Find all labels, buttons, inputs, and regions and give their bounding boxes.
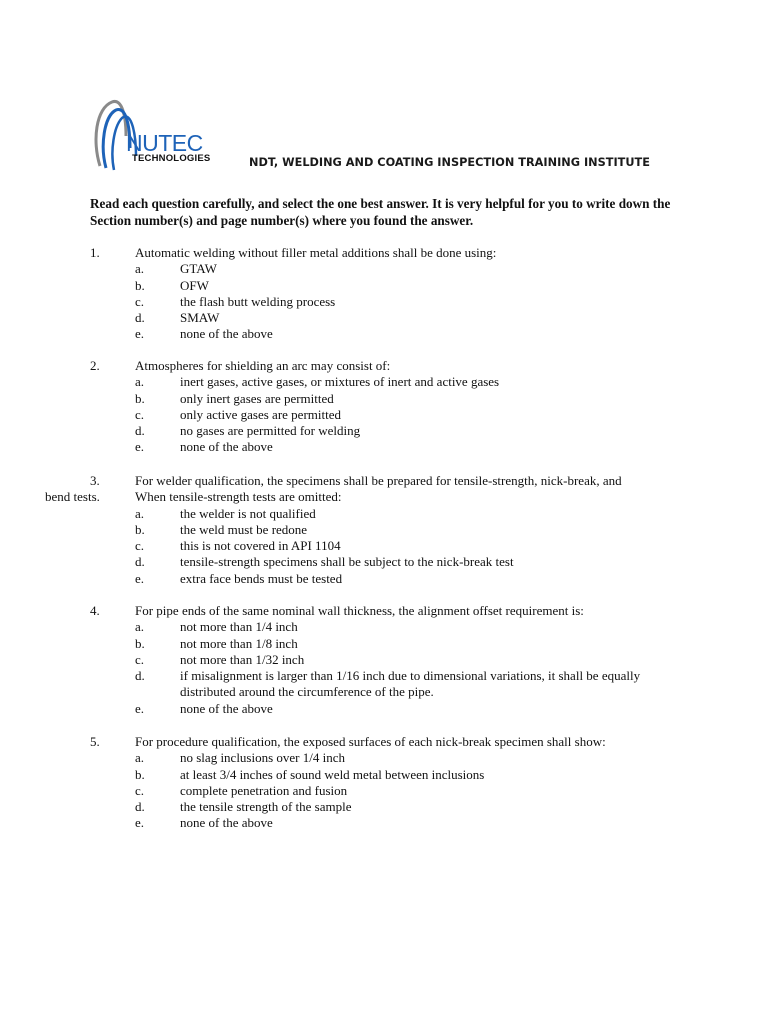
option-text: no slag inclusions over 1/4 inch	[180, 750, 346, 766]
option-letter: c.	[135, 651, 145, 667]
logo-subtitle: TECHNOLOGIES	[132, 153, 211, 164]
option-a	[90, 374, 690, 390]
question-number: 3.	[90, 473, 100, 488]
option-text: GTAW	[180, 261, 217, 277]
institute-title: NDT, WELDING AND COATING INSPECTION TRAINING INSTITUTE	[249, 156, 650, 169]
option-text: at least 3/4 inches of sound weld metal between inclusions	[180, 766, 485, 782]
option-text: not more than 1/8 inch	[180, 635, 298, 651]
option-e	[90, 439, 690, 455]
option-letter: a.	[135, 505, 145, 521]
nutec-logo	[92, 96, 252, 174]
option-b	[90, 391, 690, 407]
option-letter: a.	[135, 374, 145, 390]
option-text: SMAW	[180, 310, 220, 326]
option-letter: e.	[135, 700, 145, 716]
option-d	[90, 554, 690, 570]
option-a	[90, 750, 690, 766]
question-3	[45, 473, 690, 587]
option-text: the welder is not qualified	[180, 505, 316, 521]
instructions: Read each question carefully, and select the one best answer. It is very helpful for you to write down the Section number(s) and page number(s) where you found the answer.	[90, 196, 671, 228]
option-c	[90, 783, 690, 799]
option-c	[90, 294, 690, 310]
option-c	[90, 652, 690, 668]
question-number: 4.	[90, 603, 100, 618]
option-a	[90, 506, 690, 522]
option-text: the flash butt welding process	[180, 293, 336, 309]
question-text: Automatic welding without filler metal additions shall be done using:	[135, 245, 497, 260]
option-text: extra face bends must be tested	[180, 570, 343, 586]
option-letter: e.	[135, 439, 145, 455]
option-letter: c.	[135, 538, 145, 554]
question-2	[90, 358, 690, 456]
option-letter: a.	[135, 619, 145, 635]
option-text: none of the above	[180, 815, 273, 831]
option-letter: d.	[135, 423, 145, 439]
option-e	[90, 815, 690, 831]
option-letter: b.	[135, 390, 145, 406]
option-text: none of the above	[180, 439, 273, 455]
option-letter: b.	[135, 766, 145, 782]
question-text-continued: bend tests.	[45, 489, 100, 505]
option-text: OFW	[180, 277, 209, 293]
question-number: 5.	[90, 734, 100, 749]
option-letter: d.	[135, 554, 145, 570]
option-d	[90, 668, 690, 701]
option-b	[90, 522, 690, 538]
option-letter: b.	[135, 521, 145, 537]
option-e	[90, 326, 690, 342]
option-a	[90, 619, 690, 635]
option-d	[90, 310, 690, 326]
option-e	[90, 701, 690, 717]
question-text-continued-2: When tensile-strength tests are omitted:	[135, 489, 342, 505]
option-text: none of the above	[180, 326, 273, 342]
question-text: For welder qualification, the specimens shall be prepared for tensile-strength, nick-break, and	[135, 473, 622, 488]
question-text: For pipe ends of the same nominal wall thickness, the alignment offset requirement is:	[135, 603, 584, 618]
option-b	[90, 767, 690, 783]
option-text: tensile-strength specimens shall be subject to the nick-break test	[180, 554, 514, 570]
question-number: 2.	[90, 358, 100, 373]
option-letter: e.	[135, 326, 145, 342]
option-d	[90, 799, 690, 815]
option-text: this is not covered in API 1104	[180, 538, 341, 554]
option-letter: a.	[135, 750, 145, 766]
option-c	[90, 407, 690, 423]
option-text: only inert gases are permitted	[180, 390, 334, 406]
option-text: none of the above	[180, 700, 273, 716]
option-letter: e.	[135, 815, 145, 831]
question-text: Atmospheres for shielding an arc may consist of:	[135, 358, 391, 373]
question-number: 1.	[90, 245, 100, 260]
option-text: not more than 1/32 inch	[180, 651, 305, 667]
logo-wordmark: NUTEC	[126, 130, 203, 156]
option-text: complete penetration and fusion	[180, 782, 348, 798]
option-letter: a.	[135, 261, 145, 277]
option-a	[90, 261, 690, 277]
option-c	[90, 538, 690, 554]
option-e	[90, 571, 690, 587]
option-letter: c.	[135, 782, 145, 798]
option-letter: c.	[135, 406, 145, 422]
option-b	[90, 636, 690, 652]
question-5	[90, 734, 690, 832]
option-letter: e.	[135, 570, 145, 586]
option-text: the weld must be redone	[180, 521, 308, 537]
question-4	[90, 603, 690, 717]
option-text: not more than 1/4 inch	[180, 619, 298, 635]
option-b	[90, 278, 690, 294]
option-letter: d.	[135, 310, 145, 326]
option-d	[90, 423, 690, 439]
option-text: inert gases, active gases, or mixtures of inert and active gases	[180, 374, 500, 390]
option-text: no gases are permitted for welding	[180, 423, 361, 439]
option-letter: b.	[135, 277, 145, 293]
question-1	[90, 245, 690, 343]
option-letter: d.	[135, 799, 145, 815]
option-text: if misalignment is larger than 1/16 inch due to dimensional variations, it shall be equally distributed around the circumference of the pipe.	[180, 668, 641, 700]
option-letter: b.	[135, 635, 145, 651]
option-text: the tensile strength of the sample	[180, 799, 352, 815]
question-text: For procedure qualification, the exposed surfaces of each nick-break specimen shall show:	[135, 734, 606, 749]
option-letter: d.	[135, 668, 145, 684]
option-text: only active gases are permitted	[180, 406, 341, 422]
option-letter: c.	[135, 293, 145, 309]
